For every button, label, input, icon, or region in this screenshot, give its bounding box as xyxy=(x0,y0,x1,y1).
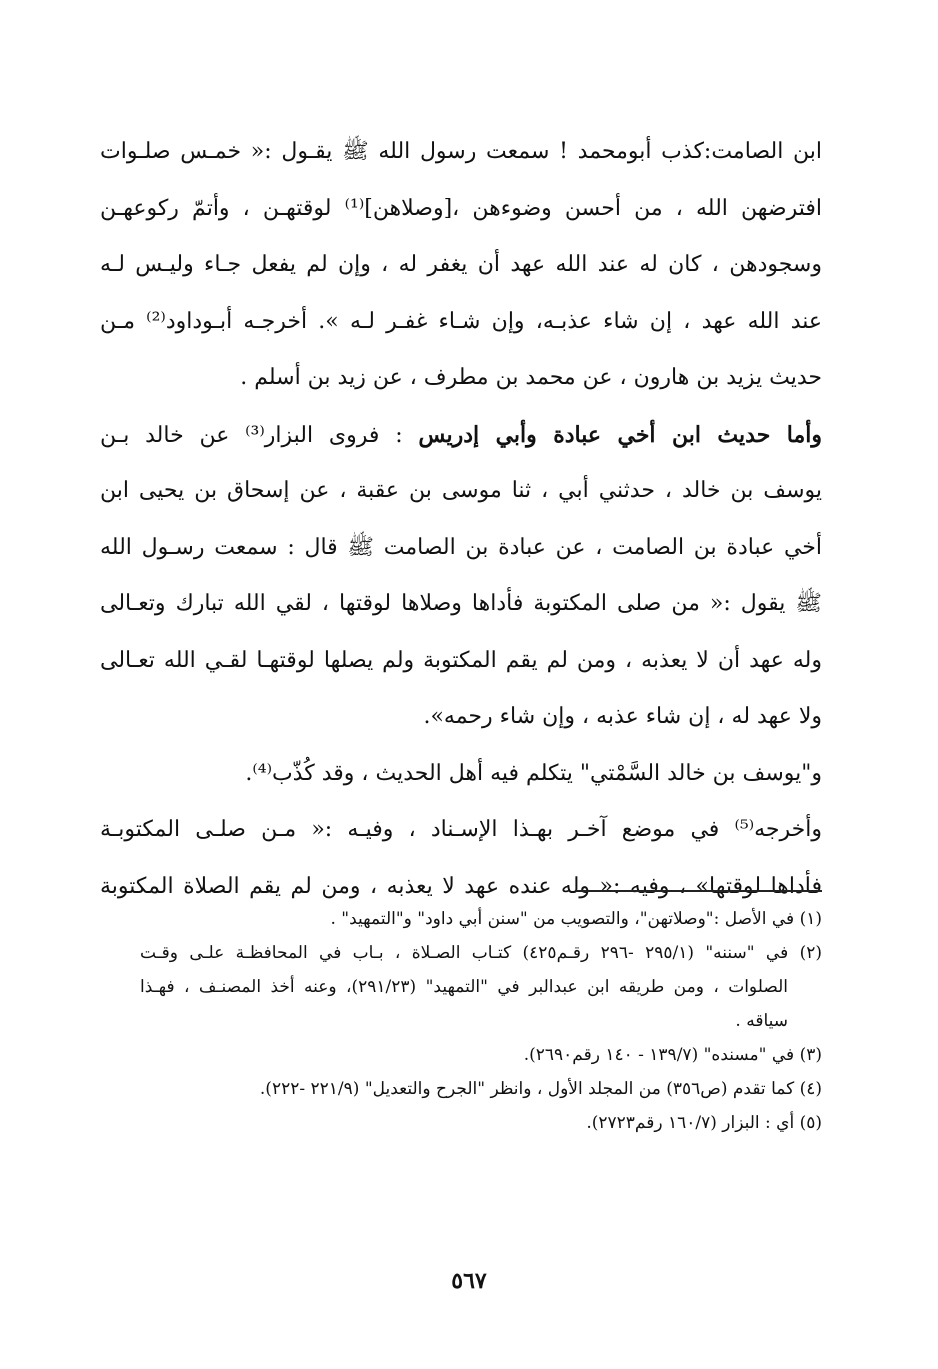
text-line: ابن الصامت:كذب أبومحمد ! سمعت رسول الله ﷺ يقـول :« خمـس صلـوات xyxy=(100,139,822,164)
footnote-3: (٣) في "مسنده" (١٣٩/٧ - ١٤٠ رقم٢٦٩٠). xyxy=(523,1045,822,1065)
text-line: حديث يزيد بن هارون ، عن محمد بن مطرف ، عن زيد بن أسلم . xyxy=(240,365,822,390)
text-line: فأداها لوقتها» ، وفيه :« وله عنده عهد لا يعذبه ، ومن لم يقم الصلاة المكتوبة xyxy=(100,873,822,899)
text-line: وأخرجه⁽⁵⁾ في موضع آخـر بهـذا الإسـناد ، وفيـه :« مـن صلـى المكتوبـة xyxy=(100,817,822,842)
text-line: افترضهن الله ، من أحسن وضوءهن ،[وصلاهن]⁽¹⁾ لوقتهـن ، وأتمّ ركوعهـن xyxy=(100,195,822,221)
section-heading: وأما حديث ابن أخي عبادة وأبي إدريس xyxy=(418,421,822,448)
text-line: ﷺ يقول :« من صلى المكتوبة فأداها وصلاها لوقتها ، لقي الله تبارك وتعـالى xyxy=(100,591,822,616)
footnote-separator xyxy=(575,890,822,892)
footnote-5: (٥) أي : البزار (١٦٠/٧ رقم٢٧٢٣). xyxy=(586,1113,822,1133)
footnote-2-continued: سياقه . xyxy=(735,1011,788,1031)
main-text xyxy=(100,124,822,915)
footnote-2: (٢) في "سننه" (٢٩٥/١ -٢٩٦ رقـم٤٢٥) كتـاب الصـلاة ، بـاب في المحافظـة علـى وقـت xyxy=(140,943,822,963)
footnote-1: (١) في الأصل :"وصلاتهن"، والتصويب من "سنن أبي داود" و"التمهيد" . xyxy=(330,909,822,929)
text-line: عند الله عهد ، إن شاء عذبـه، وإن شـاء غفـر لـه ». أخرجـه أبـوداود⁽²⁾ مـن xyxy=(100,308,822,334)
footnote-2-continued: الصلوات ، ومن طريقه ابن عبدالبر في "التمهيد" (٢٩١/٢٣)، وعنه أخذ المصنـف ، فهـذا xyxy=(140,977,788,997)
text-line: أخي عبادة بن الصامت ، عن عبادة بن الصامت ﷺ قال : سمعت رسـول الله xyxy=(100,534,822,560)
heading-continuation: : فروى البزار⁽³⁾ عن خالد بـن xyxy=(100,422,419,448)
page-number: ٥٦٧ xyxy=(451,1268,487,1294)
text-line: و"يوسف بن خالد السَّمْتي" يتكلم فيه أهل الحديث ، وقد كُذّب⁽⁴⁾. xyxy=(245,760,822,786)
footnotes xyxy=(140,902,822,1140)
text-line: وله عهد أن لا يعذبه ، ومن لم يقم المكتوبة ولم يصلها لوقتهـا لقـي الله تعـالى xyxy=(100,647,822,673)
text-line: يوسف بن خالد ، حدثني أبي ، ثنا موسى بن عقبة ، عن إسحاق بن يحيى ابن xyxy=(100,478,822,503)
text-line: وسجودهن ، كان له عند الله عهد أن يغفر له ، وإن لم يفعل جـاء وليـس لـه xyxy=(100,252,822,277)
section-heading-line xyxy=(100,407,822,464)
text-line: ولا عهد له ، إن شاء عذبه ، وإن شاء رحمه». xyxy=(423,704,822,729)
footnote-4: (٤) كما تقدم (ص٣٥٦) من المجلد الأول ، وانظر "الجرح والتعديل" (٢٢١/٩ -٢٢٢). xyxy=(259,1079,822,1099)
